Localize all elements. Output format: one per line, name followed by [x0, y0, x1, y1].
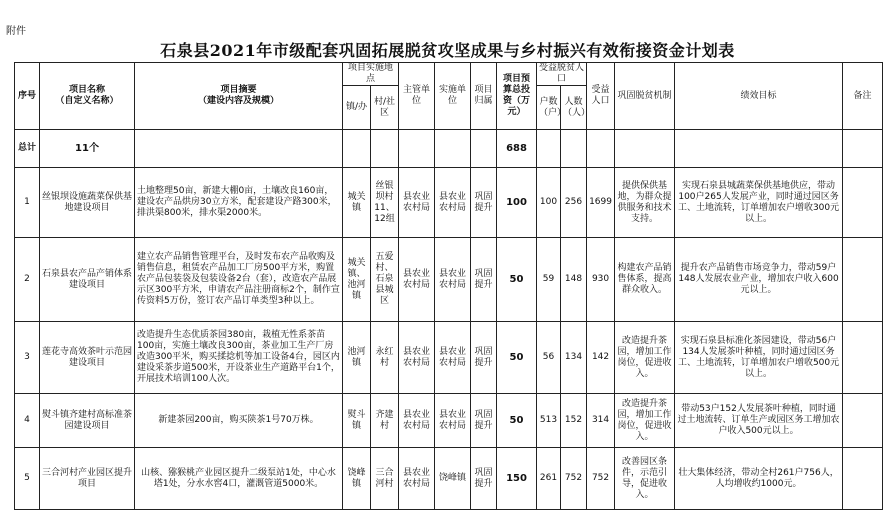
- header-remark: 备注: [843, 63, 883, 130]
- row-category: 巩固提升: [471, 168, 497, 238]
- row-dept: 县农业农村局: [399, 448, 435, 510]
- row-benefit-total: 930: [587, 238, 615, 322]
- row-goal: 实现石泉县城蔬菜保供基地供应，带动100户265人发展产业，同时通过园区务工、土地流转，订单增加农户增收300元以上。: [675, 168, 843, 238]
- row-budget: 50: [497, 394, 537, 448]
- row-impl: 县农业农村局: [435, 168, 471, 238]
- row-persons: 256: [561, 168, 587, 238]
- row-dept: 县农业农村局: [399, 168, 435, 238]
- row-goal: 壮大集体经济，带动全村261户756人，人均增收约1000元。: [675, 448, 843, 510]
- total-count: 11个: [40, 130, 135, 168]
- row-village: 永红村: [371, 322, 399, 394]
- row-remark: [843, 322, 883, 394]
- row-remark: [843, 448, 883, 510]
- row-mechanism: 改造提升茶园，增加工作岗位，促进收入。: [615, 322, 675, 394]
- row-seq: 3: [15, 322, 40, 394]
- row-benefit-total: 752: [587, 448, 615, 510]
- table-row: [15, 448, 883, 510]
- row-summary: 土地整理50亩，新建大棚0亩，土壤改良160亩，建设农产品烘房30立方米，配套建设产路300米，排洪渠800米，排水渠2000米。: [135, 168, 343, 238]
- row-budget: 50: [497, 238, 537, 322]
- row-persons: 148: [561, 238, 587, 322]
- row-summary: 改造提升生态优质茶园380亩，栽植无性系茶苗100亩，实施土壤改良300亩，茶业加工生产厂房改造300平米，购买揉捻机等加工设备4台，园区内建设采茶步道500米，开设茶业生产道路平台1个，开展技术培训100人次。: [135, 322, 343, 394]
- total-row: [15, 130, 883, 168]
- row-name: 石泉县农产品产销体系建设项目: [40, 238, 135, 322]
- row-name: 丝银坝设施蔬菜保供基地建设项目: [40, 168, 135, 238]
- row-persons: 752: [561, 448, 587, 510]
- header-benefit-poor: 受益脱贫人口: [537, 63, 587, 86]
- row-summary: 山核、猕猴桃产业园区提升二级泵站1处，中心水塔1处，分水水窖4口，灌溉管道5000米。: [135, 448, 343, 510]
- row-town: 池河镇: [343, 322, 371, 394]
- header-budget: 项目预算总投资（万元）: [497, 63, 537, 130]
- row-category: 巩固提升: [471, 238, 497, 322]
- row-impl: 县农业农村局: [435, 394, 471, 448]
- row-name: 熨斗镇齐建村高标准茶园建设项目: [40, 394, 135, 448]
- header-households: 户数（户）: [537, 86, 561, 130]
- row-remark: [843, 168, 883, 238]
- row-name: 莲花寺高效茶叶示范园建设项目: [40, 322, 135, 394]
- row-summary: 建立农产品销售管理平台，及时发布农产品收购及销售信息，租赁农产品加工厂房500平方米，购置农产品包装袋及包装设备2台（套），改造农产品展示区300平方米，申请农产品注册商标2个，制作宣传资料5万份，签订农产品订单类型3种以上。: [135, 238, 343, 322]
- row-households: 513: [537, 394, 561, 448]
- row-dept: 县农业农村局: [399, 394, 435, 448]
- row-village: 丝银坝村11、12组: [371, 168, 399, 238]
- header-summary: 项目摘要 （建设内容及规模）: [135, 63, 343, 130]
- row-benefit-total: 314: [587, 394, 615, 448]
- table-row: [15, 322, 883, 394]
- document-title: 石泉县2021年市级配套巩固拓展脱贫攻坚成果与乡村振兴有效衔接资金计划表: [160, 41, 735, 60]
- row-village: 五爱村、石泉县城区: [371, 238, 399, 322]
- row-town: 熨斗镇: [343, 394, 371, 448]
- row-benefit-total: 1699: [587, 168, 615, 238]
- table-row: [15, 394, 883, 448]
- row-goal: 实现石泉县标准化茶园建设，带动56户134人发展茶叶种植，同时通过园区务工、土地流转，订单增加农户增收500元以上。: [675, 322, 843, 394]
- row-goal: 带动53户152人发展茶叶种植，同时通过土地流转、订单生产或园区务工增加农户收入500元以上。: [675, 394, 843, 448]
- row-category: 巩固提升: [471, 322, 497, 394]
- row-impl: 县农业农村局: [435, 238, 471, 322]
- header-seq: 序号: [15, 63, 40, 130]
- row-seq: 2: [15, 238, 40, 322]
- header-impl: 实施单位: [435, 63, 471, 130]
- row-budget: 100: [497, 168, 537, 238]
- row-benefit-total: 142: [587, 322, 615, 394]
- row-remark: [843, 394, 883, 448]
- header-dept: 主管单位: [399, 63, 435, 130]
- row-mechanism: 改造提升茶园，增加工作岗位，促进收入。: [615, 394, 675, 448]
- row-seq: 5: [15, 448, 40, 510]
- fund-plan-table: [14, 62, 883, 510]
- header-category: 项目归属: [471, 63, 497, 130]
- row-budget: 50: [497, 322, 537, 394]
- row-impl: 饶峰镇: [435, 448, 471, 510]
- row-category: 巩固提升: [471, 394, 497, 448]
- row-village: 齐建村: [371, 394, 399, 448]
- row-village: 三合河村: [371, 448, 399, 510]
- row-town: 城关镇: [343, 168, 371, 238]
- row-seq: 1: [15, 168, 40, 238]
- row-town: 城关镇、池河镇: [343, 238, 371, 322]
- table-row: [15, 238, 883, 322]
- row-dept: 县农业农村局: [399, 238, 435, 322]
- attachment-label: 附件: [6, 26, 26, 37]
- header-name: 项目名称 （自定义名称）: [40, 63, 135, 130]
- row-seq: 4: [15, 394, 40, 448]
- header-town: 镇/办: [343, 86, 371, 130]
- total-label: 总计: [15, 130, 40, 168]
- row-budget: 150: [497, 448, 537, 510]
- header-goal: 绩效目标: [675, 63, 843, 130]
- row-persons: 152: [561, 394, 587, 448]
- header-location-group: 项目实施地点: [343, 63, 399, 86]
- row-dept: 县农业农村局: [399, 322, 435, 394]
- row-goal: 提升农产品销售市场竞争力，带动59户148人发展农业产业，增加农户收入600元以上。: [675, 238, 843, 322]
- row-name: 三合河村产业园区提升项目: [40, 448, 135, 510]
- row-mechanism: 构建农产品销售体系，提高群众收入。: [615, 238, 675, 322]
- row-summary: 新建茶园200亩，购买陕茶1号70万株。: [135, 394, 343, 448]
- table-row: [15, 168, 883, 238]
- row-households: 56: [537, 322, 561, 394]
- row-households: 100: [537, 168, 561, 238]
- header-village: 村/社区: [371, 86, 399, 130]
- row-households: 59: [537, 238, 561, 322]
- row-town: 饶峰镇: [343, 448, 371, 510]
- row-remark: [843, 238, 883, 322]
- row-category: 巩固提升: [471, 448, 497, 510]
- row-persons: 134: [561, 322, 587, 394]
- row-mechanism: 提供保供基地，为群众提供服务和技术支持。: [615, 168, 675, 238]
- total-budget: 688: [497, 130, 537, 168]
- header-persons: 人数（人）: [561, 86, 587, 130]
- row-households: 261: [537, 448, 561, 510]
- header-benefit-total: 受益人口: [587, 63, 615, 130]
- row-mechanism: 改善园区条件，示范引导，促进收入。: [615, 448, 675, 510]
- header-mechanism: 巩固脱贫机制: [615, 63, 675, 130]
- row-impl: 县农业农村局: [435, 322, 471, 394]
